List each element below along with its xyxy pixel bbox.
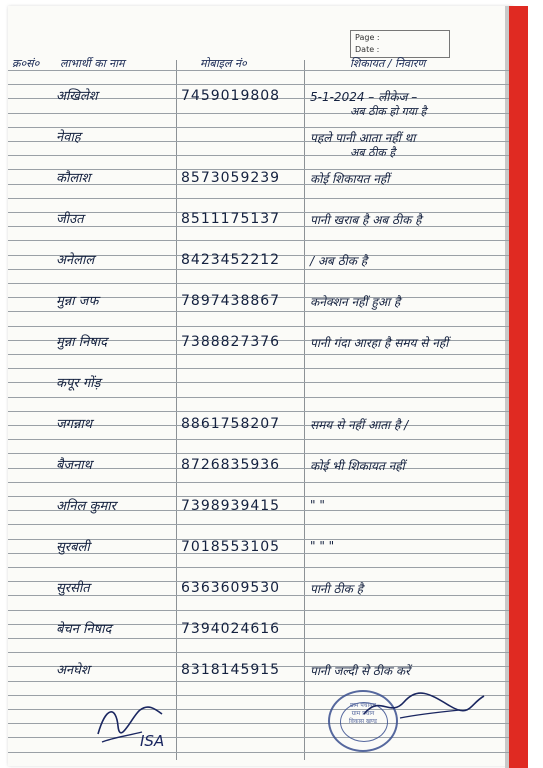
page-label: Page : <box>355 33 380 42</box>
ruled-line <box>8 681 509 682</box>
mobile-number: 7459019808 <box>181 88 281 104</box>
mobile-number: 8861758207 <box>181 416 281 432</box>
beneficiary-name: अखिलेश <box>56 89 98 104</box>
mobile-number: 8423452212 <box>181 252 281 268</box>
ruled-line <box>8 326 509 327</box>
complaint-remark: पानी गंदा आरहा है समय से नहीं <box>310 336 449 350</box>
complaint-remark: पानी खराब है अब ठीक है <box>310 213 422 227</box>
mobile-number: 8318145915 <box>181 662 281 678</box>
ruled-line <box>8 411 509 412</box>
complaint-remark: पहले पानी आता नहीं था <box>310 131 416 145</box>
ruled-line <box>8 84 509 85</box>
mobile-number: 7018553105 <box>181 539 281 555</box>
ruled-line <box>8 524 509 525</box>
ruled-line <box>8 283 509 284</box>
stamp-line-2: ग्राम प्रधान <box>351 710 375 717</box>
complaint-remark-continued: अब ठीक हो गया है <box>350 105 427 118</box>
column-divider-mobile <box>176 60 177 760</box>
ruled-line <box>8 127 509 128</box>
complaint-remark: समय से नहीं आता है / <box>310 418 409 432</box>
ruled-line <box>8 482 509 483</box>
ruled-line <box>8 439 509 440</box>
ruled-line <box>8 397 509 398</box>
complaint-remark: पानी जल्दी से ठीक करें <box>310 664 411 678</box>
ruled-line <box>8 652 509 653</box>
red-margin-bar <box>509 6 528 768</box>
mobile-number: 8726835936 <box>181 457 281 473</box>
beneficiary-name: अनघेश <box>56 663 90 678</box>
complaint-remark: 5-1-2024 – लीकेज – <box>310 90 418 104</box>
complaint-remark: कोई भी शिकायत नहीं <box>310 459 405 473</box>
ruled-line <box>8 368 509 369</box>
complaint-remark-continued: अब ठीक है <box>350 146 396 159</box>
header-problem: शिकायत / निवारण <box>350 57 426 70</box>
ruled-line <box>8 752 509 753</box>
ruled-line <box>8 70 509 71</box>
beneficiary-name: बेचन निषाद <box>56 622 112 637</box>
complaint-remark: कोई शिकायत नहीं <box>310 172 390 186</box>
complaint-remark: " " " <box>310 539 335 553</box>
mobile-number: 8573059239 <box>181 170 281 186</box>
ruled-line <box>8 610 509 611</box>
beneficiary-name: नेवाह <box>56 130 81 145</box>
header-mobile: मोबाइल नं० <box>200 57 247 70</box>
ruled-line <box>8 141 509 142</box>
stamp-line-1: ग्राम पंचायत <box>349 702 377 709</box>
beneficiary-name: जीउत <box>56 212 84 227</box>
complaint-remark: " " <box>310 498 325 512</box>
page-date-box <box>350 30 450 58</box>
date-label: Date : <box>355 45 380 54</box>
mobile-number: 7897438867 <box>181 293 281 309</box>
ruled-line <box>8 240 509 241</box>
column-divider-remark <box>304 60 305 760</box>
ruled-line <box>8 638 509 639</box>
ruled-line <box>8 311 509 312</box>
ruled-line <box>8 737 509 738</box>
mobile-number: 7388827376 <box>181 334 281 350</box>
beneficiary-name: मुन्ना जफ <box>56 294 99 309</box>
ruled-line <box>8 155 509 156</box>
complaint-remark: कनेक्शन नहीं हुआ है <box>310 295 401 309</box>
stamp-line-3: विकास खण्ड <box>349 718 377 725</box>
header-serial: क्र०सं० <box>12 57 40 70</box>
beneficiary-name: बैजनाथ <box>56 458 92 473</box>
right-signature <box>360 684 490 728</box>
ruled-line <box>8 269 509 270</box>
signature-isa: ISA <box>140 732 165 750</box>
beneficiary-name: अनिल कुमार <box>56 499 116 514</box>
mobile-number: 7394024616 <box>181 621 281 637</box>
complaint-remark: पानी ठीक है <box>310 582 363 596</box>
beneficiary-name: कौलाश <box>56 171 91 186</box>
ruled-line <box>8 567 509 568</box>
beneficiary-name: मुन्ना निषाद <box>56 335 108 350</box>
ruled-line <box>8 453 509 454</box>
mobile-number: 8511175137 <box>181 211 281 227</box>
mobile-number: 7398939415 <box>181 498 281 514</box>
ruled-line <box>8 354 509 355</box>
ruled-line <box>8 113 509 114</box>
ruled-line <box>8 198 509 199</box>
beneficiary-name: सुरबली <box>56 540 90 555</box>
beneficiary-name: जगन्नाथ <box>56 417 93 432</box>
mobile-number: 6363609530 <box>181 580 281 596</box>
beneficiary-name: कपूर गोंड़ <box>56 376 101 391</box>
header-name: लाभार्थी का नाम <box>60 57 125 70</box>
complaint-remark: / अब ठीक है <box>310 254 368 268</box>
beneficiary-name: अनेलाल <box>56 253 95 268</box>
beneficiary-name: सुरसीत <box>56 581 90 596</box>
